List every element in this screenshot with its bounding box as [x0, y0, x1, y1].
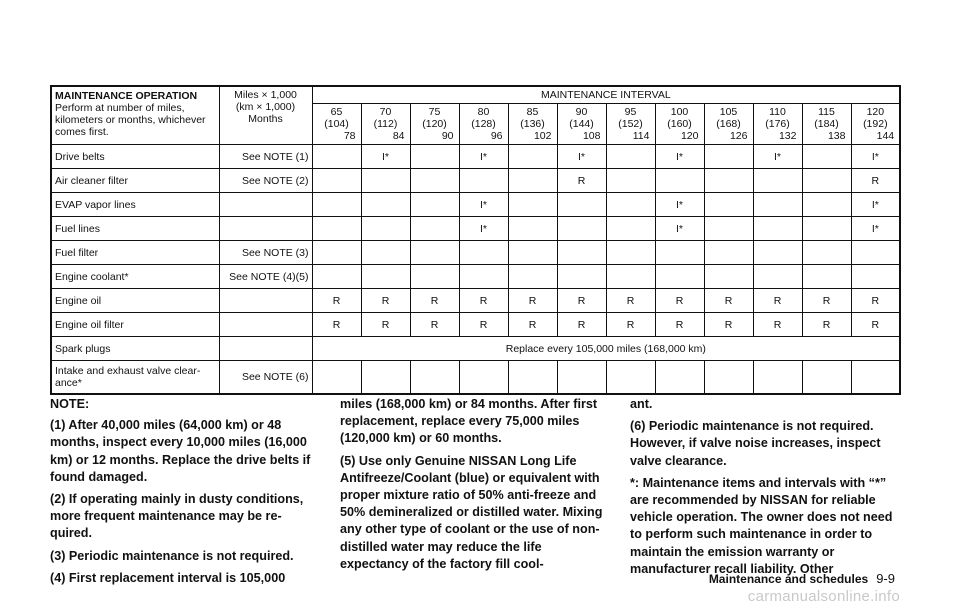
interval-cell: R [361, 313, 410, 337]
interval-cell [753, 241, 802, 265]
interval-months: 102 [533, 130, 552, 142]
interval-cell: R [655, 313, 704, 337]
interval-miles: 65 [330, 106, 343, 118]
interval-cell [802, 241, 851, 265]
note-cell [219, 313, 312, 337]
interval-cell [606, 193, 655, 217]
table-row [51, 289, 900, 313]
interval-cell [508, 361, 557, 395]
interval-months: 84 [392, 130, 405, 142]
interval-months: 138 [827, 130, 846, 142]
interval-cell [606, 145, 655, 169]
interval-header-cell [606, 104, 655, 145]
notes-column-2 [340, 396, 608, 578]
interval-header-cell [704, 104, 753, 145]
notes-column-1 [50, 396, 318, 592]
units-months: Months [248, 113, 283, 125]
interval-miles: 95 [624, 106, 637, 118]
interval-km: (192) [863, 118, 888, 130]
interval-header-cell [802, 104, 851, 145]
interval-miles: 90 [575, 106, 588, 118]
interval-cell [508, 265, 557, 289]
interval-months: 78 [343, 130, 356, 142]
interval-cell [361, 193, 410, 217]
interval-cell: R [410, 289, 459, 313]
interval-cell [802, 361, 851, 395]
interval-cell: R [704, 289, 753, 313]
note-cell [219, 217, 312, 241]
interval-cell: I* [361, 145, 410, 169]
interval-cell [802, 217, 851, 241]
interval-cell [655, 241, 704, 265]
operation-cell: Fuel lines [51, 217, 219, 241]
interval-cell: R [851, 313, 900, 337]
operation-cell: Drive belts [51, 145, 219, 169]
interval-km: (120) [422, 118, 447, 130]
note-cell: See NOTE (4)(5) [219, 265, 312, 289]
page-footer [640, 571, 895, 586]
note-paragraph: miles (168,000 km) or 84 months. After first replacement, replace every 75,000 miles (120,000 km) or 60 months. [340, 397, 598, 446]
interval-cell [312, 361, 361, 395]
interval-cell: I* [655, 145, 704, 169]
interval-miles: 85 [526, 106, 539, 118]
interval-cell [606, 169, 655, 193]
interval-miles: 110 [769, 106, 786, 118]
units-km: (km × 1,000) [235, 101, 296, 113]
note-cell [219, 289, 312, 313]
operation-cell: Intake and exhaust valve clear-ance* [51, 361, 219, 395]
interval-cell [704, 241, 753, 265]
interval-cell: R [802, 313, 851, 337]
note-cell [219, 193, 312, 217]
interval-cell [802, 193, 851, 217]
interval-miles: 75 [428, 106, 441, 118]
interval-cell: I* [655, 193, 704, 217]
units-miles: Miles × 1,000 [234, 89, 297, 101]
interval-km: (112) [373, 118, 398, 130]
interval-cell [753, 265, 802, 289]
interval-cell: R [606, 313, 655, 337]
note-paragraph: *: Maintenance items and intervals with “*” are recommended by NISSAN for reliable vehicle operation. The owner does not need to perform such maintenance in order to maintain the emission warranty or manufacturer recall liability. Other [630, 475, 893, 576]
interval-cell: R [851, 169, 900, 193]
interval-cell [508, 169, 557, 193]
interval-km: (144) [569, 118, 594, 130]
interval-km: (168) [716, 118, 741, 130]
interval-header-cell [753, 104, 802, 145]
interval-cell: R [557, 169, 606, 193]
interval-cell [410, 265, 459, 289]
operation-cell: Engine oil filter [51, 313, 219, 337]
interval-cell: R [459, 313, 508, 337]
interval-km: (184) [814, 118, 839, 130]
interval-cell [606, 217, 655, 241]
interval-cell: R [557, 289, 606, 313]
interval-cell [606, 241, 655, 265]
interval-cell [704, 217, 753, 241]
note-paragraph: ant. [630, 397, 653, 411]
table-row [51, 145, 900, 169]
interval-cell [704, 169, 753, 193]
interval-header-cell [557, 104, 606, 145]
table-row [51, 265, 900, 289]
interval-cell [508, 193, 557, 217]
note-cell: See NOTE (2) [219, 169, 312, 193]
interval-cell: R [361, 289, 410, 313]
table-row [51, 241, 900, 265]
interval-km: (160) [667, 118, 692, 130]
table-header-row [51, 86, 900, 104]
interval-cell [557, 241, 606, 265]
interval-cell [312, 241, 361, 265]
interval-header-cell [459, 104, 508, 145]
interval-cell: R [312, 289, 361, 313]
note-paragraph: (3) Periodic maintenance is not required. [50, 548, 294, 563]
interval-cell [459, 169, 508, 193]
table-row [51, 337, 900, 361]
interval-cell: R [410, 313, 459, 337]
operation-header [51, 86, 219, 145]
interval-cell [704, 361, 753, 395]
interval-cell [851, 241, 900, 265]
interval-cell [851, 361, 900, 395]
interval-cell [361, 217, 410, 241]
operation-cell: Engine coolant* [51, 265, 219, 289]
note-cell [219, 337, 312, 361]
interval-cell [361, 241, 410, 265]
interval-km: (176) [765, 118, 790, 130]
table-row [51, 169, 900, 193]
operation-cell: Fuel filter [51, 241, 219, 265]
interval-km: (136) [520, 118, 545, 130]
interval-cell [459, 241, 508, 265]
interval-cell [410, 217, 459, 241]
note-paragraph: (4) First replacement interval is 105,000 [50, 570, 286, 585]
interval-cell: R [802, 289, 851, 313]
interval-cell [704, 193, 753, 217]
interval-months: 126 [729, 130, 748, 142]
interval-cell: R [753, 313, 802, 337]
interval-cell [557, 265, 606, 289]
interval-cell: I* [459, 193, 508, 217]
interval-months: 114 [632, 130, 650, 142]
operation-header-subtitle: Perform at number of miles, kilometers or months, whichever comes first. [55, 102, 206, 138]
interval-cell [753, 193, 802, 217]
span-note-cell: Replace every 105,000 miles (168,000 km) [312, 337, 900, 361]
interval-cell: I* [655, 217, 704, 241]
note-cell: See NOTE (6) [219, 361, 312, 395]
interval-months: 108 [582, 130, 601, 142]
interval-km: (128) [471, 118, 496, 130]
maintenance-schedule-table [50, 85, 901, 395]
interval-cell: R [557, 313, 606, 337]
interval-header-cell [508, 104, 557, 145]
interval-cell [557, 361, 606, 395]
note-paragraph: (5) Use only Genuine NISSAN Long Life Antifreeze/Coolant (blue) or equivalent with proper mixture ratio of 50% anti-freeze and 50% demineralized or distilled water. Mixing any other type of coolant or the use of non-distilled water may reduce the life expectancy of the factory fill cool- [340, 453, 603, 571]
page-number: 9-9 [876, 571, 895, 586]
operation-cell: Air cleaner filter [51, 169, 219, 193]
interval-cell: I* [459, 217, 508, 241]
interval-cell: I* [557, 145, 606, 169]
interval-header: MAINTENANCE INTERVAL [312, 86, 900, 104]
interval-km: (152) [618, 118, 643, 130]
table-row [51, 313, 900, 337]
interval-cell [312, 193, 361, 217]
note-cell: See NOTE (1) [219, 145, 312, 169]
interval-miles: 115 [818, 106, 835, 118]
interval-header-cell [410, 104, 459, 145]
interval-cell [312, 217, 361, 241]
footer-section-title: Maintenance and schedules [708, 572, 869, 586]
interval-cell: I* [851, 193, 900, 217]
interval-cell [361, 265, 410, 289]
interval-cell [312, 145, 361, 169]
interval-cell [655, 265, 704, 289]
interval-header-cell [851, 104, 900, 145]
interval-cell [508, 217, 557, 241]
interval-cell: I* [851, 145, 900, 169]
interval-cell [753, 361, 802, 395]
interval-cell: R [312, 313, 361, 337]
table-row [51, 361, 900, 395]
interval-cell: I* [459, 145, 508, 169]
interval-miles: 80 [477, 106, 490, 118]
note-paragraph: (2) If operating mainly in dusty conditions, more frequent maintenance may be re-quired. [50, 492, 304, 541]
notes-heading: NOTE: [50, 397, 90, 411]
interval-cell [361, 361, 410, 395]
interval-cell: R [508, 313, 557, 337]
interval-cell [312, 169, 361, 193]
interval-months: 96 [490, 130, 503, 142]
interval-cell [459, 265, 508, 289]
interval-cell [802, 169, 851, 193]
interval-cell [704, 145, 753, 169]
interval-cell [802, 265, 851, 289]
interval-miles: 100 [670, 106, 689, 118]
interval-cell [361, 169, 410, 193]
interval-cell [557, 217, 606, 241]
interval-cell [606, 361, 655, 395]
interval-cell: I* [753, 145, 802, 169]
watermark: carmanualsonline.info [747, 588, 900, 605]
interval-cell [312, 265, 361, 289]
interval-cell: I* [851, 217, 900, 241]
interval-cell: R [704, 313, 753, 337]
interval-header-cell [312, 104, 361, 145]
table-row [51, 217, 900, 241]
interval-cell: R [459, 289, 508, 313]
interval-cell [410, 361, 459, 395]
interval-cell [557, 193, 606, 217]
interval-cell [410, 169, 459, 193]
interval-cell [508, 145, 557, 169]
interval-cell: R [753, 289, 802, 313]
interval-cell [704, 265, 753, 289]
interval-miles: 120 [866, 106, 885, 118]
interval-months: 90 [441, 130, 454, 142]
interval-header-cell [655, 104, 704, 145]
interval-cell: R [606, 289, 655, 313]
interval-cell [802, 145, 851, 169]
interval-cell [410, 193, 459, 217]
operation-cell: Spark plugs [51, 337, 219, 361]
table-row [51, 193, 900, 217]
interval-cell [459, 361, 508, 395]
interval-cell [655, 169, 704, 193]
interval-cell [753, 217, 802, 241]
operation-cell: EVAP vapor lines [51, 193, 219, 217]
interval-km: (104) [324, 118, 349, 130]
operation-header-title: MAINTENANCE OPERATION [55, 90, 198, 102]
interval-months: 144 [876, 130, 895, 142]
interval-cell: R [851, 289, 900, 313]
interval-months: 132 [778, 130, 797, 142]
interval-cell [655, 361, 704, 395]
interval-header-cell [361, 104, 410, 145]
interval-cell: R [655, 289, 704, 313]
interval-cell [753, 169, 802, 193]
interval-cell [606, 265, 655, 289]
interval-cell: R [508, 289, 557, 313]
interval-miles: 70 [379, 106, 392, 118]
interval-cell [410, 241, 459, 265]
units-header [219, 86, 312, 145]
interval-months: 120 [680, 130, 699, 142]
note-paragraph: (1) After 40,000 miles (64,000 km) or 48 months, inspect every 10,000 miles (16,000 km) or 12 months. Replace the drive belts if found damaged. [50, 418, 311, 484]
interval-cell [410, 145, 459, 169]
operation-cell: Engine oil [51, 289, 219, 313]
interval-cell [851, 265, 900, 289]
interval-miles: 105 [719, 106, 738, 118]
interval-cell [508, 241, 557, 265]
notes-column-3 [630, 396, 898, 583]
note-cell: See NOTE (3) [219, 241, 312, 265]
note-paragraph: (6) Periodic maintenance is not required. However, if valve noise increases, inspect valve clearance. [630, 419, 881, 468]
